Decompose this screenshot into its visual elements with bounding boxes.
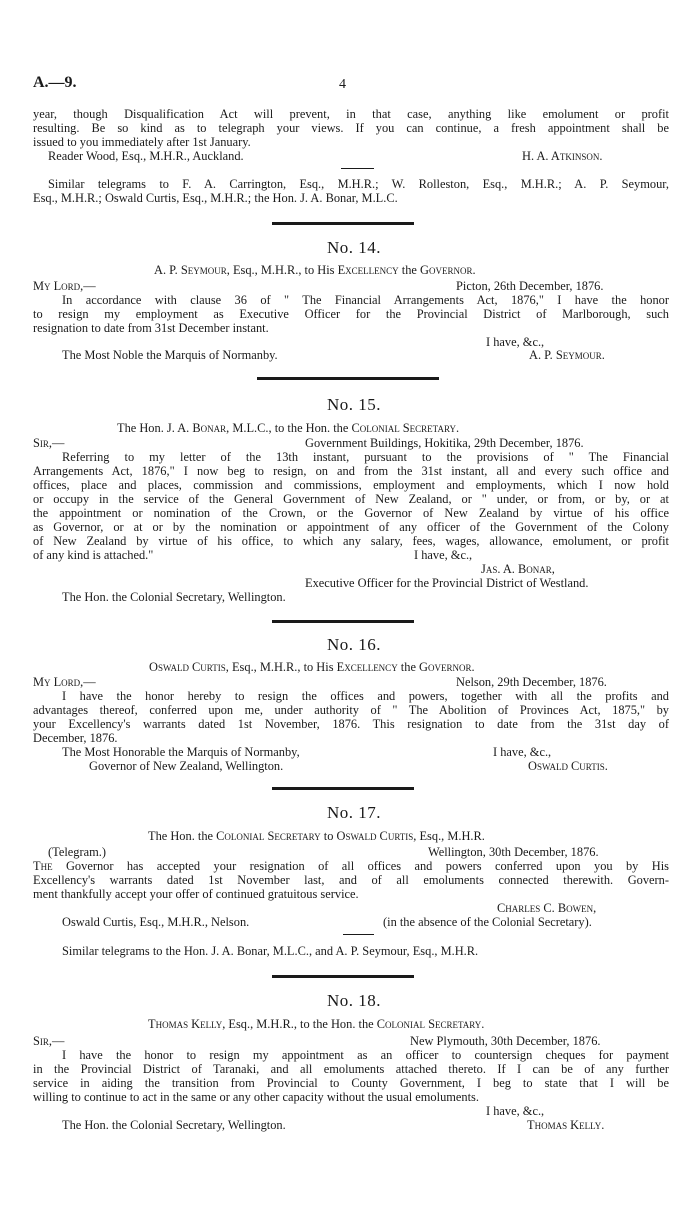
letter-15-body-line-3: offices, place and places, commission and commissions, employment and employments, which I now hold [33, 478, 669, 492]
letter-16-body-line-4: December, 1876. [33, 731, 118, 745]
letter-15-addressee: The Hon. the Colonial Secretary, Wellington. [62, 590, 286, 604]
document-reference: A.—9. [33, 74, 77, 91]
letter-14-body-line-1: In accordance with clause 36 of " The Financial Arrangements Act, 1876," I have the honor [62, 293, 669, 307]
section-divider [257, 377, 439, 380]
letter-15-body-line-7: of New Zealand by virtue of his office, to which any salary, fees, wages, allowance, emolument, or profit [33, 534, 669, 548]
letter-16-body-line-3: your Excellency's warrants dated 1st November, 1876. This resignation to date from the 31st day of [33, 717, 669, 731]
letter-18-body-line-2: in the Provincial District of Taranaki, and all emoluments attached thereto. If I can be of any further [33, 1062, 669, 1076]
letter-14-signature: A. P. Seymour. [529, 348, 605, 362]
section-divider [272, 222, 414, 225]
letter-17-addressee: Oswald Curtis, Esq., M.H.R., Nelson. [62, 915, 250, 929]
short-divider [341, 168, 374, 169]
letter-17-body-line-2: Excellency's warrants dated 1st November last, and of all emoluments connected therewith. Govern- [33, 873, 669, 887]
section-divider [272, 975, 414, 978]
continuation-line-2: resulting. Be so kind as to telegraph your views. If you can continue, a fresh appointment shall be [33, 121, 669, 135]
letter-16-signature: Oswald Curtis. [528, 759, 608, 773]
continuation-line-1: year, though Disqualification Act will prevent, in that case, anything like emolument or profit [33, 107, 669, 121]
letter-15-body-line-4: or occupy in the service of the General Government of New Zealand, or " under, or from, or by, or at [33, 492, 669, 506]
letter-number-15: No. 15. [327, 395, 382, 414]
letter-17-place-date: Wellington, 30th December, 1876. [428, 845, 599, 859]
letter-15-signature-title: Executive Officer for the Provincial District of Westland. [305, 576, 589, 590]
letter-14-body-line-2: to resign my employment as Executive Officer for the Provincial District of Marlborough, such [33, 307, 669, 321]
letter-16-closing: I have, &c., [493, 745, 552, 759]
letter-18-body-line-4: willing to continue to act in the same or any other capacity without the usual emoluments. [33, 1090, 479, 1104]
letter-number-14: No. 14. [327, 238, 382, 257]
letter-18-signature: Thomas Kelly. [527, 1118, 605, 1132]
letter-16-salutation: My Lord,— [33, 675, 96, 689]
letter-17-body-line-1: The Governor has accepted your resignation of all offices and powers conferred upon you by His [33, 859, 669, 873]
letter-17-telegram-label: (Telegram.) [48, 845, 106, 859]
letter-17-similar-telegrams: Similar telegrams to the Hon. J. A. Bonar, M.L.C., and A. P. Seymour, Esq., M.H.R. [62, 944, 479, 958]
letter-17-heading: The Hon. the Colonial Secretary to Oswald Curtis, Esq., M.H.R. [148, 829, 485, 843]
letter-16-body-line-1: I have the honor hereby to resign the offices and powers, together with all the profits and [62, 689, 669, 703]
continuation-signature: H. A. Atkinson. [522, 149, 603, 163]
letter-18-heading: Thomas Kelly, Esq., M.H.R., to the Hon. the Colonial Secretary. [148, 1017, 485, 1031]
letter-15-signature: Jas. A. Bonar, [481, 562, 555, 576]
letter-18-place-date: New Plymouth, 30th December, 1876. [410, 1034, 601, 1048]
letter-18-addressee: The Hon. the Colonial Secretary, Wellington. [62, 1118, 286, 1132]
similar-telegrams-line-1: Similar telegrams to F. A. Carrington, Esq., M.H.R.; W. Rolleston, Esq., M.H.R.; A. P. Seymour, [48, 177, 669, 191]
letter-16-heading: Oswald Curtis, Esq., M.H.R., to His Excellency the Governor. [149, 660, 475, 674]
section-divider [272, 787, 414, 790]
letter-16-addressee: The Most Honorable the Marquis of Normanby, [62, 745, 300, 759]
letter-number-16: No. 16. [327, 635, 382, 654]
letter-17-signature: Charles C. Bowen, [497, 901, 597, 915]
page-number: 4 [339, 77, 346, 92]
letter-15-body-line-5: the appointment or nomination of the Crown, or the Governor of New Zealand by virtue of his office [33, 506, 669, 520]
letter-18-salutation: Sir,— [33, 1034, 65, 1048]
letter-15-body-line-8: of any kind is attached." [33, 548, 154, 562]
letter-15-closing: I have, &c., [414, 548, 473, 562]
letter-14-heading: A. P. Seymour, Esq., M.H.R., to His Excellency the Governor. [154, 263, 476, 277]
similar-telegrams-line-2: Esq., M.H.R.; Oswald Curtis, Esq., M.H.R.; the Hon. J. A. Bonar, M.L.C. [33, 191, 398, 205]
short-divider [343, 934, 374, 935]
letter-17-body-line-3: ment thankfully accept your offer of continued gratuitous service. [33, 887, 359, 901]
letter-18-body-line-1: I have the honor to resign my appointment as an officer to countersign cheques for payment [62, 1048, 669, 1062]
letter-15-heading: The Hon. J. A. Bonar, M.L.C., to the Hon. the Colonial Secretary. [117, 421, 460, 435]
continuation-line-3: issued to you immediately after 1st January. [33, 135, 251, 149]
letter-14-salutation: My Lord,— [33, 279, 96, 293]
letter-15-body-line-1: Referring to my letter of the 13th instant, pursuant to the provisions of " The Financial [62, 450, 669, 464]
letter-18-body-line-3: service in aiding the transition from Provincial to County Government, I beg to state that I will be [33, 1076, 669, 1090]
letter-16-addressee-line-2: Governor of New Zealand, Wellington. [89, 759, 284, 773]
letter-number-17: No. 17. [327, 803, 382, 822]
letter-16-place-date: Nelson, 29th December, 1876. [456, 675, 607, 689]
letter-18-closing: I have, &c., [486, 1104, 545, 1118]
letter-14-closing: I have, &c., [486, 335, 545, 349]
letter-17-absence-note: (in the absence of the Colonial Secretary). [383, 915, 592, 929]
section-divider [272, 620, 414, 623]
letter-14-body-line-3: resignation to date from 31st December instant. [33, 321, 269, 335]
letter-15-body-line-2: Arrangements Act, 1876," I now beg to resign, on and from the 31st instant, all and every such office and [33, 464, 669, 478]
letter-14-place-date: Picton, 26th December, 1876. [456, 279, 604, 293]
letter-15-salutation: Sir,— [33, 436, 65, 450]
letter-number-18: No. 18. [327, 991, 382, 1010]
letter-15-body-line-6: as Governor, or at or by the nomination or appointment of any officer of the Government of the Colony [33, 520, 669, 534]
letter-15-place-date: Government Buildings, Hokitika, 29th December, 1876. [305, 436, 584, 450]
letter-14-addressee: The Most Noble the Marquis of Normanby. [62, 348, 278, 362]
letter-16-body-line-2: advantages thereof, conferred upon me, under authority of " The Abolition of Provinces Act, 1875," by [33, 703, 669, 717]
continuation-addressee: Reader Wood, Esq., M.H.R., Auckland. [48, 149, 244, 163]
